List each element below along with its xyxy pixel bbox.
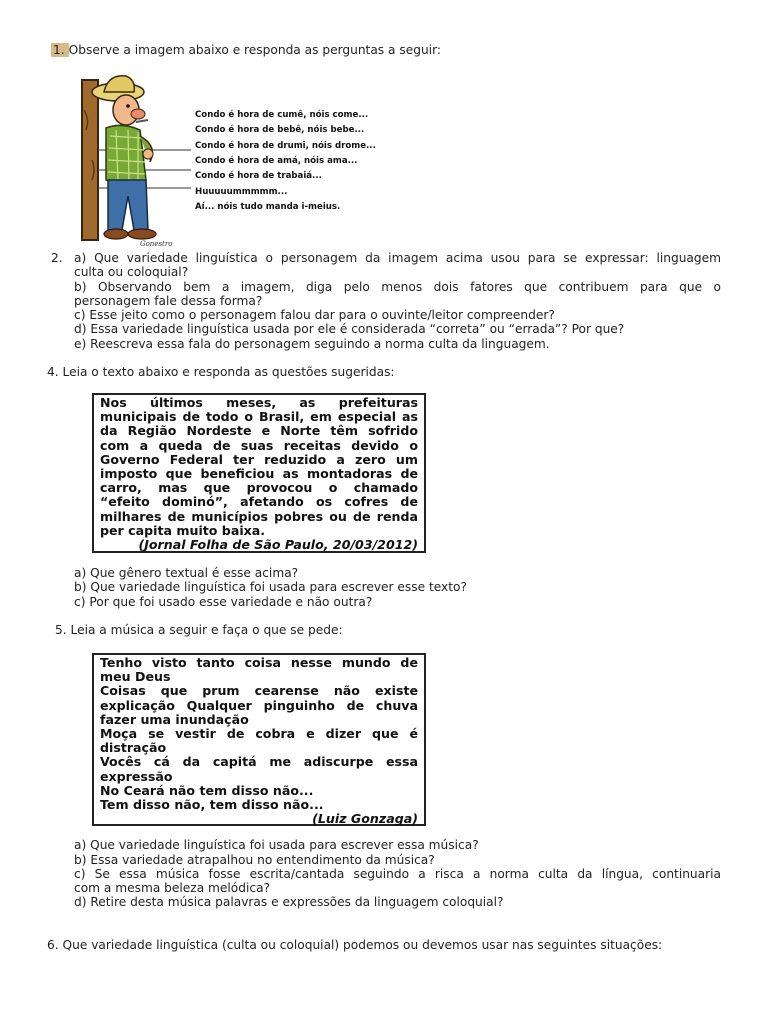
news-line: da Região Nordeste e Norte têm sofrido xyxy=(100,423,418,439)
lyric-line: fazer uma inundação xyxy=(100,711,249,727)
news-line: carro, mas que provocou o chamado xyxy=(100,480,418,496)
question-4-intro: 4. Leia o texto abaixo e responda as questões sugeridas: xyxy=(47,365,395,379)
farmer-character-icon xyxy=(76,70,196,250)
speech-line: Condo é hora de trabaiá... xyxy=(195,171,322,181)
question-4a: a) Que gênero textual é esse acima? xyxy=(74,566,299,580)
speech-line: Aí... nóis tudo manda i-meius. xyxy=(195,202,341,212)
lyric-line: Tenho visto tanto coisa nesse mundo de xyxy=(100,655,418,670)
question-2a: a) Que variedade linguística o personagem da imagem acima usou para se expressar: linguagem xyxy=(74,251,721,265)
news-line: municipais de todo o Brasil, em especial as xyxy=(100,409,418,425)
news-text-box xyxy=(92,393,426,553)
lyric-line: distração xyxy=(100,740,167,756)
question-5a: a) Que variedade linguística foi usada para escrever essa música? xyxy=(74,838,479,852)
question-2e: e) Reescreva essa fala do personagem seguindo a norma culta da linguagem. xyxy=(74,337,550,351)
artist-signature: Gonestro xyxy=(140,240,173,248)
question-5b: b) Essa variedade atrapalhou no entendimento da música? xyxy=(74,853,435,867)
question-1-text: Observe a imagem abaixo e responda as perguntas a seguir: xyxy=(68,43,441,57)
question-4b: b) Que variedade linguística foi usada para escrever esse texto? xyxy=(74,580,467,594)
news-line: Nos últimos meses, as prefeituras xyxy=(100,395,418,410)
question-5d: d) Retire desta música palavras e expressões da linguagem coloquial? xyxy=(74,895,504,909)
question-2b-cont: personagem fale dessa forma? xyxy=(74,294,263,308)
news-line: Governo Federal ter reduzido a zero um xyxy=(100,451,418,467)
question-2-number: 2. xyxy=(51,251,63,265)
question-5c-cont: com a mesma beleza melódica? xyxy=(74,881,271,895)
lyric-line: Tem disso não, tem disso não... xyxy=(100,797,324,813)
lyric-line: Moça se vestir de cobra e dizer que é xyxy=(100,726,418,742)
question-6: 6. Que variedade linguística (culta ou coloquial) podemos ou devemos usar nas seguintes situações: xyxy=(47,938,663,952)
speech-line: Condo é hora de amá, nóis ama... xyxy=(195,156,358,166)
question-4c: c) Por que foi usado esse variedade e não outra? xyxy=(74,595,373,609)
news-line: imposto que beneficiou as montadoras de xyxy=(100,466,418,482)
news-line: per capita muito baixa. xyxy=(100,522,266,538)
news-line: milhares de municípios pobres ou de renda xyxy=(100,508,418,524)
question-2b: b) Observando bem a imagem, diga pelo menos dois fatores que contribuem para que o xyxy=(74,280,721,294)
song-author: (Luiz Gonzaga) xyxy=(312,811,418,827)
lyric-line: expressão xyxy=(100,768,173,784)
question-1-number: 1. xyxy=(51,43,69,57)
question-1 xyxy=(51,43,441,57)
lyric-line: meu Deus xyxy=(100,669,171,685)
song-lyrics-box xyxy=(92,653,426,826)
speech-line: Condo é hora de cumê, nóis come... xyxy=(195,110,369,120)
question-5c: c) Se essa música fosse escrita/cantada seguindo a risca a norma culta da língua, continuaria xyxy=(74,867,721,881)
speech-line: Condo é hora de drumi, nóis drome... xyxy=(195,141,376,151)
speech-line: Condo é hora de bebê, nóis bebe... xyxy=(195,125,365,135)
news-line: com a queda de suas receitas devido o xyxy=(100,437,418,453)
question-5-intro: 5. Leia a música a seguir e faça o que se pede: xyxy=(55,623,343,637)
lyric-line: Vocês cá da capitá me adiscurpe essa xyxy=(100,754,418,770)
question-2a-cont: culta ou coloquial? xyxy=(74,265,189,279)
question-2c: c) Esse jeito como o personagem falou dar para o ouvinte/leitor compreender? xyxy=(74,308,555,322)
lyric-line: No Ceará não tem disso não... xyxy=(100,782,314,798)
cartoon-illustration xyxy=(76,70,376,250)
lyric-line: explicação Qualquer pinguinho de chuva xyxy=(100,697,418,713)
news-line: “efeito dominó”, afetando os cofres de xyxy=(100,494,418,510)
lyric-line: Coisas que prum cearense não existe xyxy=(100,683,418,699)
news-source: (Jornal Folha de São Paulo, 20/03/2012) xyxy=(138,537,418,553)
question-2d: d) Essa variedade linguística usada por ele é considerada “correta” ou “errada”? Por que? xyxy=(74,322,625,336)
speech-line: Huuuuummmmm... xyxy=(195,187,288,197)
